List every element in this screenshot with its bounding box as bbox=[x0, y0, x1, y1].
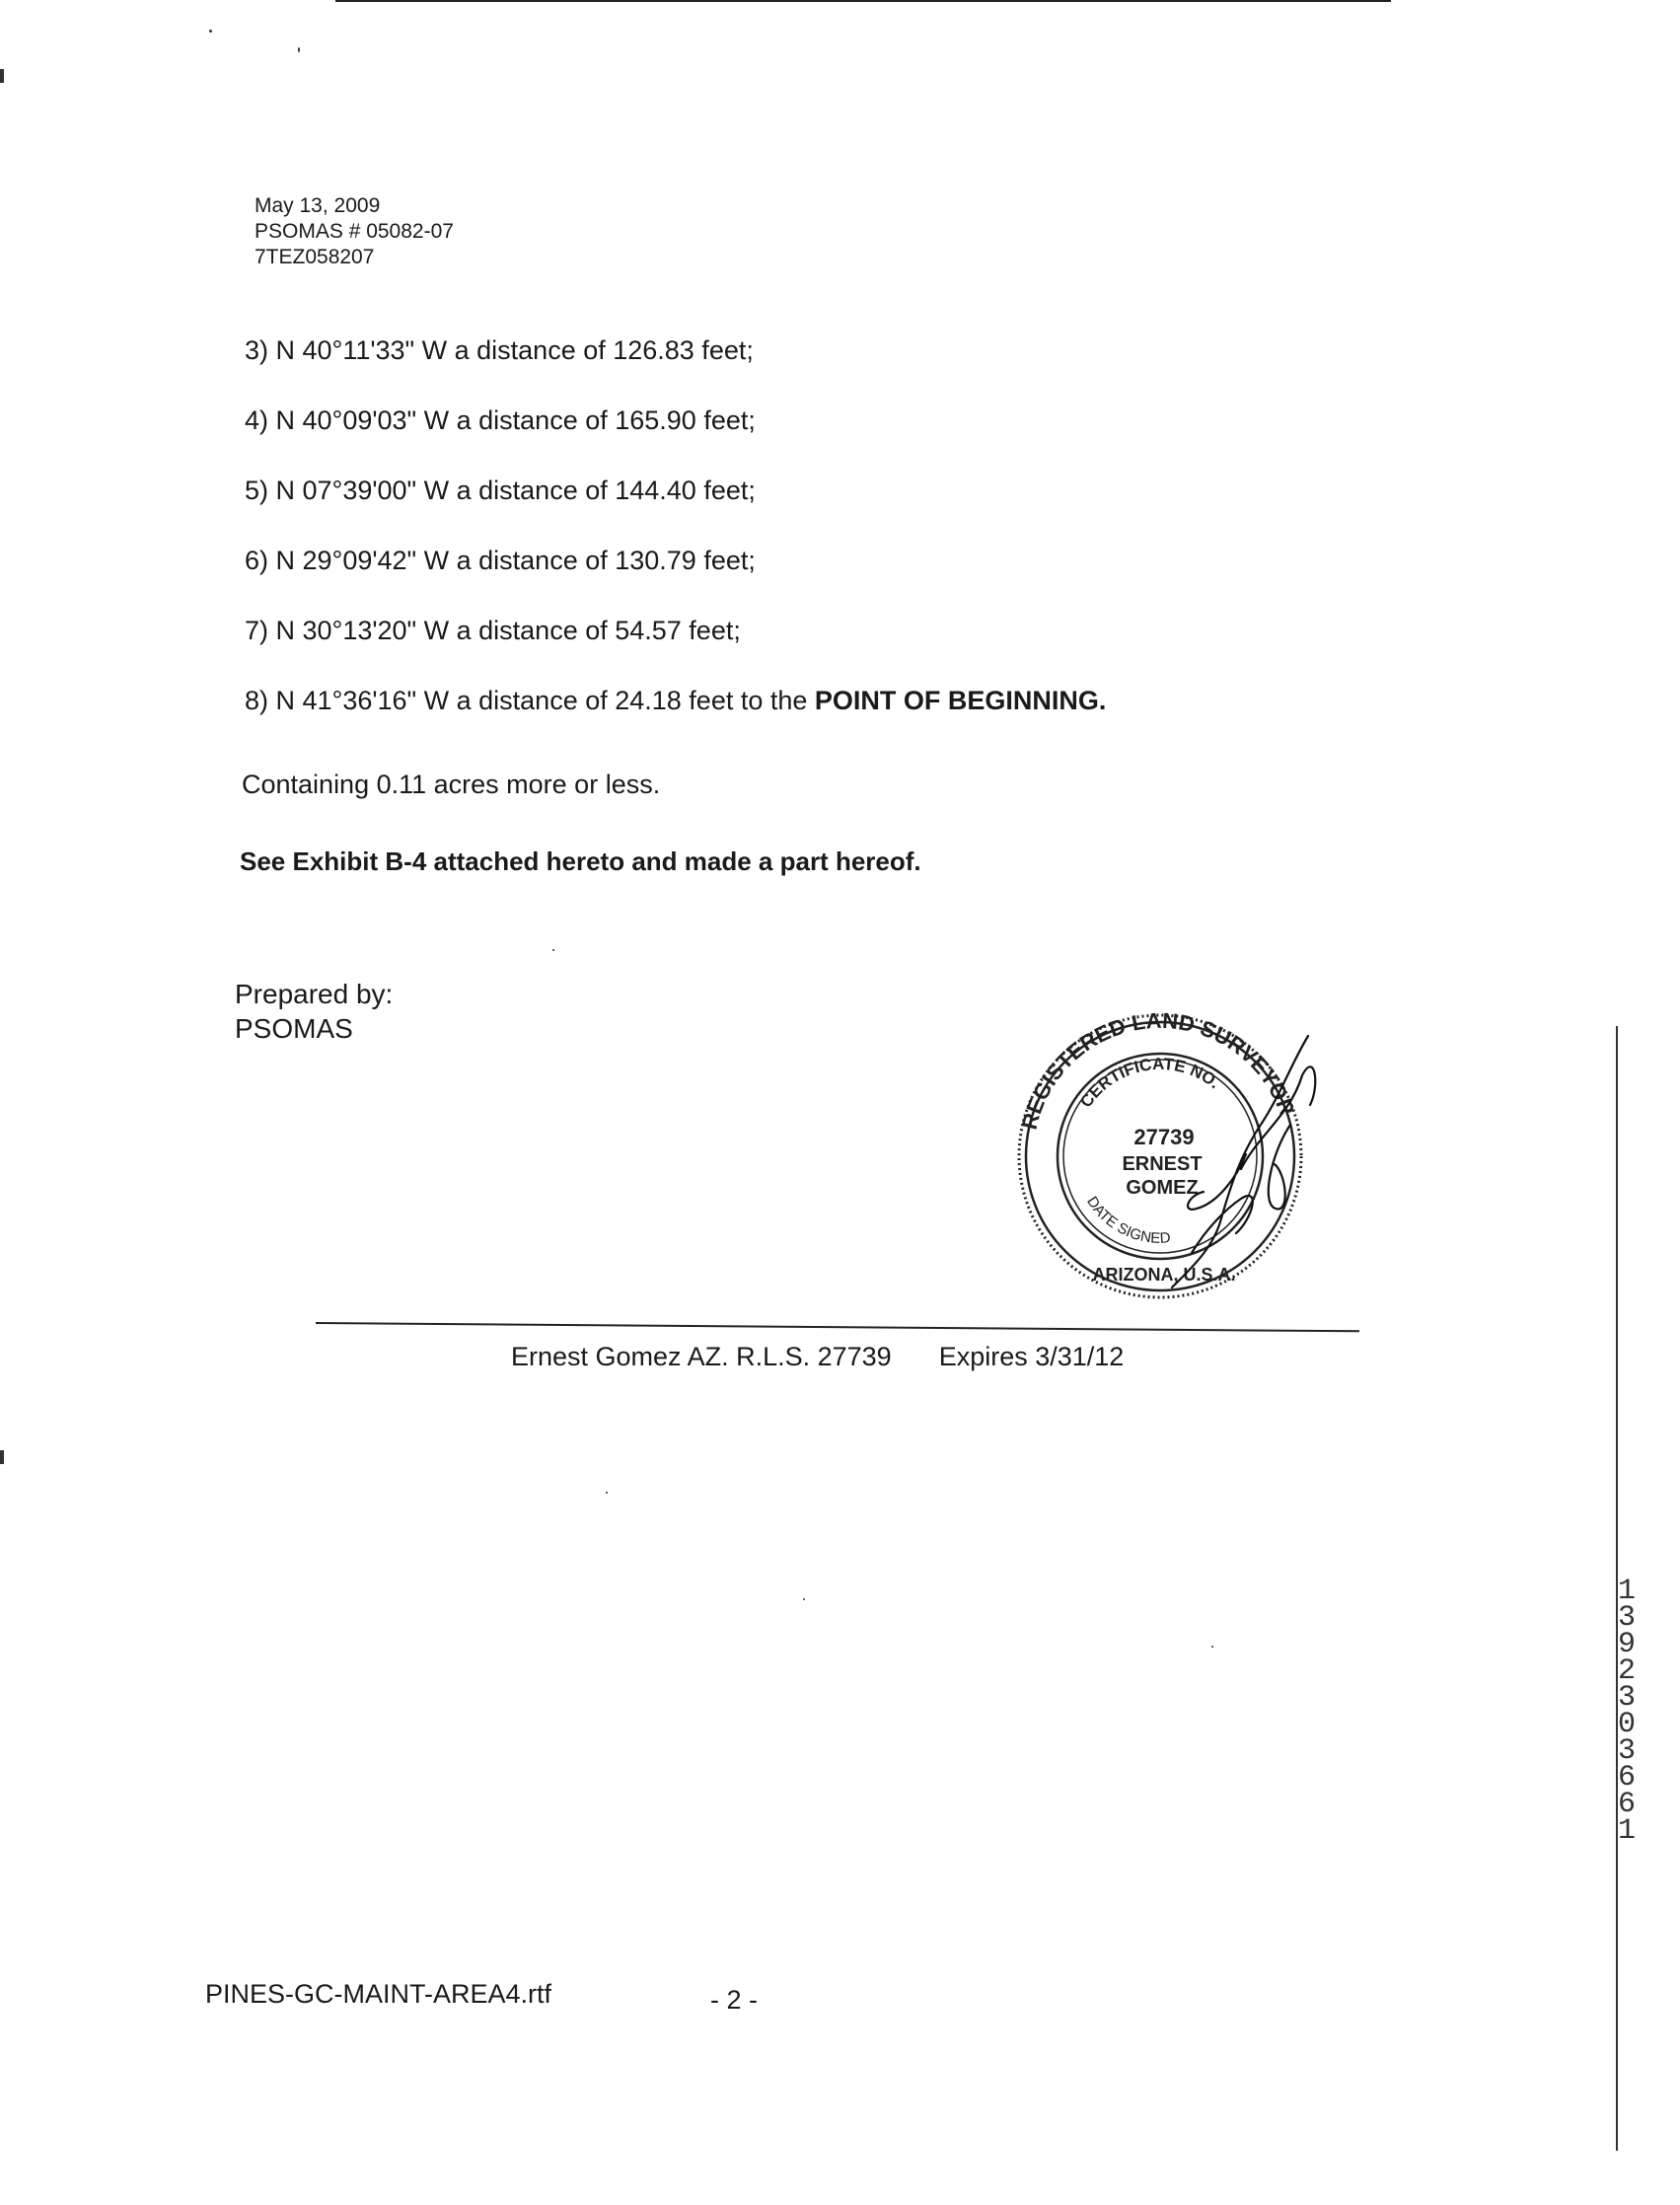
point-of-beginning: POINT OF BEGINNING. bbox=[814, 686, 1107, 715]
header-project-number: PSOMAS # 05082-07 bbox=[255, 220, 454, 243]
footer-filename: PINES-GC-MAINT-AREA4.rtf bbox=[205, 1979, 552, 2009]
header-date: May 13, 2009 bbox=[255, 194, 381, 217]
scan-speck bbox=[552, 949, 554, 951]
course-line: 7) N 30°13'20" W a distance of 54.57 feet; bbox=[245, 616, 741, 645]
seal-number: 27739 bbox=[1133, 1125, 1195, 1149]
scan-speck bbox=[209, 30, 212, 33]
prepared-by-company: PSOMAS bbox=[235, 1013, 353, 1044]
course-line: 5) N 07°39'00" W a distance of 144.40 feet; bbox=[245, 476, 756, 505]
course-line: 6) N 29°09'42" W a distance of 130.79 feet; bbox=[245, 546, 756, 575]
prepared-by-label: Prepared by: bbox=[235, 979, 394, 1009]
exhibit-reference: See Exhibit B-4 attached hereto and made a part hereof. bbox=[240, 846, 921, 876]
course-line: 4) N 40°09'03" W a distance of 165.90 feet; bbox=[245, 405, 756, 435]
footer-page-number: - 2 - bbox=[710, 1985, 759, 2015]
course-list bbox=[245, 316, 1428, 736]
signature-rule bbox=[316, 1322, 1359, 1332]
seal-first-name: ERNEST bbox=[1122, 1153, 1203, 1175]
scan-speck bbox=[1211, 1646, 1213, 1648]
seal-last-name: GOMEZ bbox=[1126, 1177, 1199, 1199]
surveyor-signature-line bbox=[511, 1342, 1124, 1372]
seal-date-signed-label: DATE SIGNED bbox=[1083, 1193, 1172, 1247]
surveyor-seal bbox=[994, 1006, 1330, 1302]
recording-number: 1 3 9 2 3 0 3 6 6 1 bbox=[1617, 1575, 1636, 1848]
scan-speck bbox=[606, 1492, 608, 1494]
prepared-by bbox=[235, 977, 393, 1046]
acreage-statement: Containing 0.11 acres more or less. bbox=[242, 770, 661, 799]
course-line-final: 8) N 41°36'16" W a distance of 24.18 feet to the POINT OF BEGINNING. bbox=[245, 686, 1107, 715]
scan-edge-mark bbox=[0, 1450, 4, 1464]
scan-speck bbox=[803, 1598, 805, 1600]
seal-stamp bbox=[1017, 1008, 1301, 1297]
seal-outer-text: REGISTERED LAND SURVEYOR bbox=[1016, 1007, 1300, 1133]
surveyor-name: Ernest Gomez AZ. R.L.S. 27739 bbox=[511, 1342, 892, 1371]
seal-certificate-label: CERTIFICATE NO. bbox=[1076, 1054, 1224, 1112]
header-code: 7TEZ058207 bbox=[255, 246, 375, 268]
course-line: 3) N 40°11'33" W a distance of 126.83 feet; bbox=[245, 335, 754, 365]
scan-speck bbox=[298, 47, 300, 52]
seal-state: ARIZONA, U.S.A. bbox=[1092, 1265, 1236, 1285]
license-expiry: Expires 3/31/12 bbox=[938, 1342, 1125, 1371]
document-header bbox=[255, 193, 454, 270]
top-scan-edge bbox=[335, 0, 1391, 2]
scan-edge-mark bbox=[0, 69, 4, 83]
